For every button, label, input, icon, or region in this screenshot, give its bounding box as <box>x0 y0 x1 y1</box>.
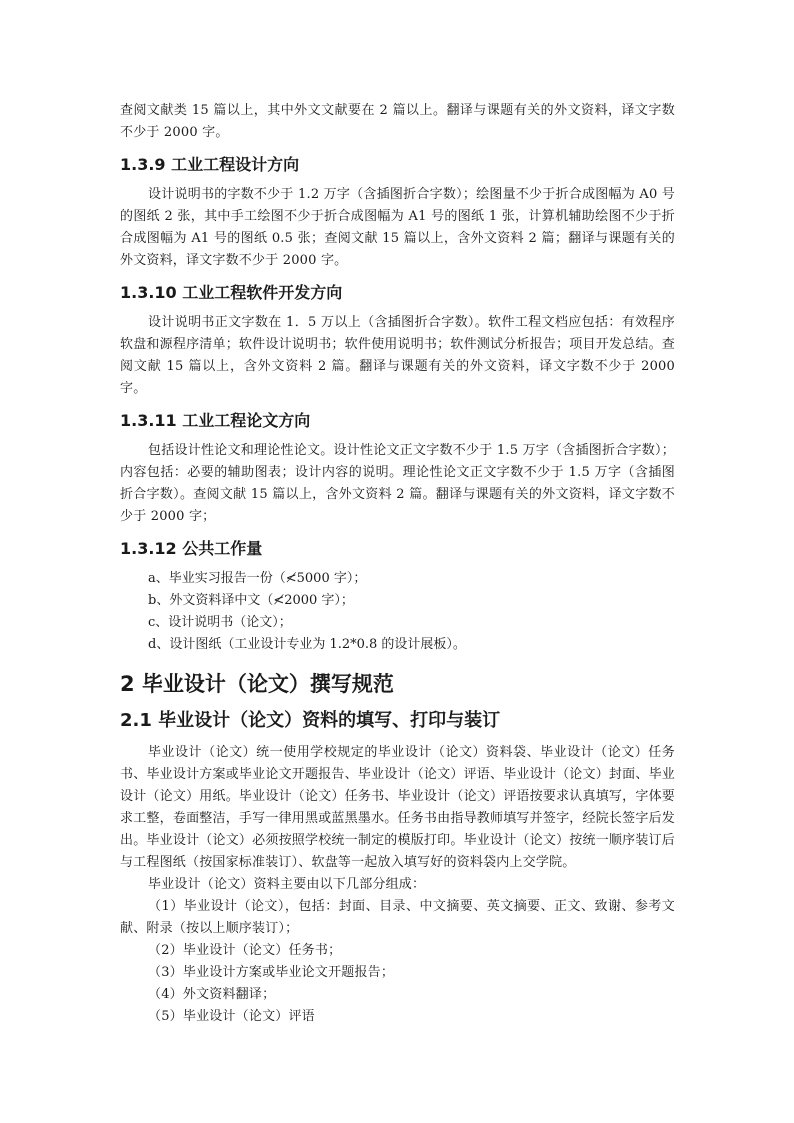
section-heading-1-3-10: 1.3.10 工业工程软件开发方向 <box>120 283 343 302</box>
composition-item-3: （3）毕业设计方案或毕业论文开题报告； <box>148 965 395 980</box>
composition-item-4: （4）外文资料翻译； <box>148 987 276 1002</box>
section-body-1-3-10: 设计说明书正文字数在 1．5 万以上（含插图折合字数）。软件工程文档应包括：有效程序软盘和源程序清单；软件设计说明书；软件使用说明书；软件测试分析报告；项目开发总结。查阅文献 15 篇以上，含外文资料 2 篇。翻译与课题有关的外文资料，译文字数不少于 2000 字。 <box>120 315 675 396</box>
composition-item-1: （1）毕业设计（论文），包括：封面、目录、中文摘要、英文摘要、正文、致谢、参考文献、附录（按以上顺序装订）； <box>120 899 675 936</box>
section-body-1-3-11: 包括设计性论文和理论性论文。设计性论文正文字数不少于 1.5 万字（含插图折合字数）；内容包括：必要的辅助图表；设计内容的说明。理论性论文正文字数不少于 1.5 万字（含插图折合字数）。查阅文献 15 篇以上，含外文资料 2 篇。翻译与课题有关的外文资料，译文字数不少于 2000 字； <box>120 443 675 524</box>
workload-item-b: b、外文资料译中文（≮2000 字）； <box>148 593 354 608</box>
section-body-2-1: 毕业设计（论文）统一使用学校规定的毕业设计（论文）资料袋、毕业设计（论文）任务书、毕业设计方案或毕业论文开题报告、毕业设计（论文）评语、毕业设计（论文）封面、毕业设计（论文）用纸。毕业设计（论文）任务书、毕业设计（论文）评语按要求认真填写，字体要求工整，卷面整洁，手写一律用黑或蓝黑墨水。任务书由指导教师填写并签字，经院长签字后发出。毕业设计（论文）必须按照学校统一制定的模版打印。毕业设计（论文）按统一顺序装订后与工程图纸（按国家标准装订）、软盘等一起放入填写好的资料袋内上交学院。 <box>120 745 675 870</box>
workload-item-a: a、毕业实习报告一份（≮5000 字）； <box>148 571 367 586</box>
workload-item-c: c、设计说明书（论文）； <box>148 615 292 630</box>
composition-item-5: （5）毕业设计（论文）评语 <box>148 1009 315 1024</box>
workload-item-d: d、设计图纸（工业设计专业为 1.2*0.8 的设计展板）。 <box>148 637 466 652</box>
section-body-1-3-9: 设计说明书的字数不少于 1.2 万字（含插图折合字数）；绘图量不少于折合成图幅为 A0 号的图纸 2 张，其中手工绘图不少于折合成图幅为 A1 号的图纸 1 张，计算机辅助绘图不少于折合成图幅为 A1 号的图纸 0.5 张；查阅文献 15 篇以上，含外文资料 2 篇；翻译与课题有关的外文资料，译文字数不少于 2000 字。 <box>120 187 675 268</box>
intro-paragraph: 查阅文献类 15 篇以上，其中外文文献要在 2 篇以上。翻译与课题有关的外文资料，译文字数不少于 2000 字。 <box>120 103 675 140</box>
section-heading-1-3-11: 1.3.11 工业工程论文方向 <box>120 411 311 430</box>
document-page <box>120 100 675 1028</box>
composition-intro: 毕业设计（论文）资料主要由以下几部分组成： <box>148 877 426 892</box>
chapter-heading-2: 2 毕业设计（论文）撰写规范 <box>120 672 394 696</box>
section-heading-2-1: 2.1 毕业设计（论文）资料的填写、打印与装订 <box>120 710 501 731</box>
composition-item-2: （2）毕业设计（论文）任务书； <box>148 943 342 958</box>
section-heading-1-3-9: 1.3.9 工业工程设计方向 <box>120 155 300 174</box>
section-heading-1-3-12: 1.3.12 公共工作量 <box>120 539 263 558</box>
